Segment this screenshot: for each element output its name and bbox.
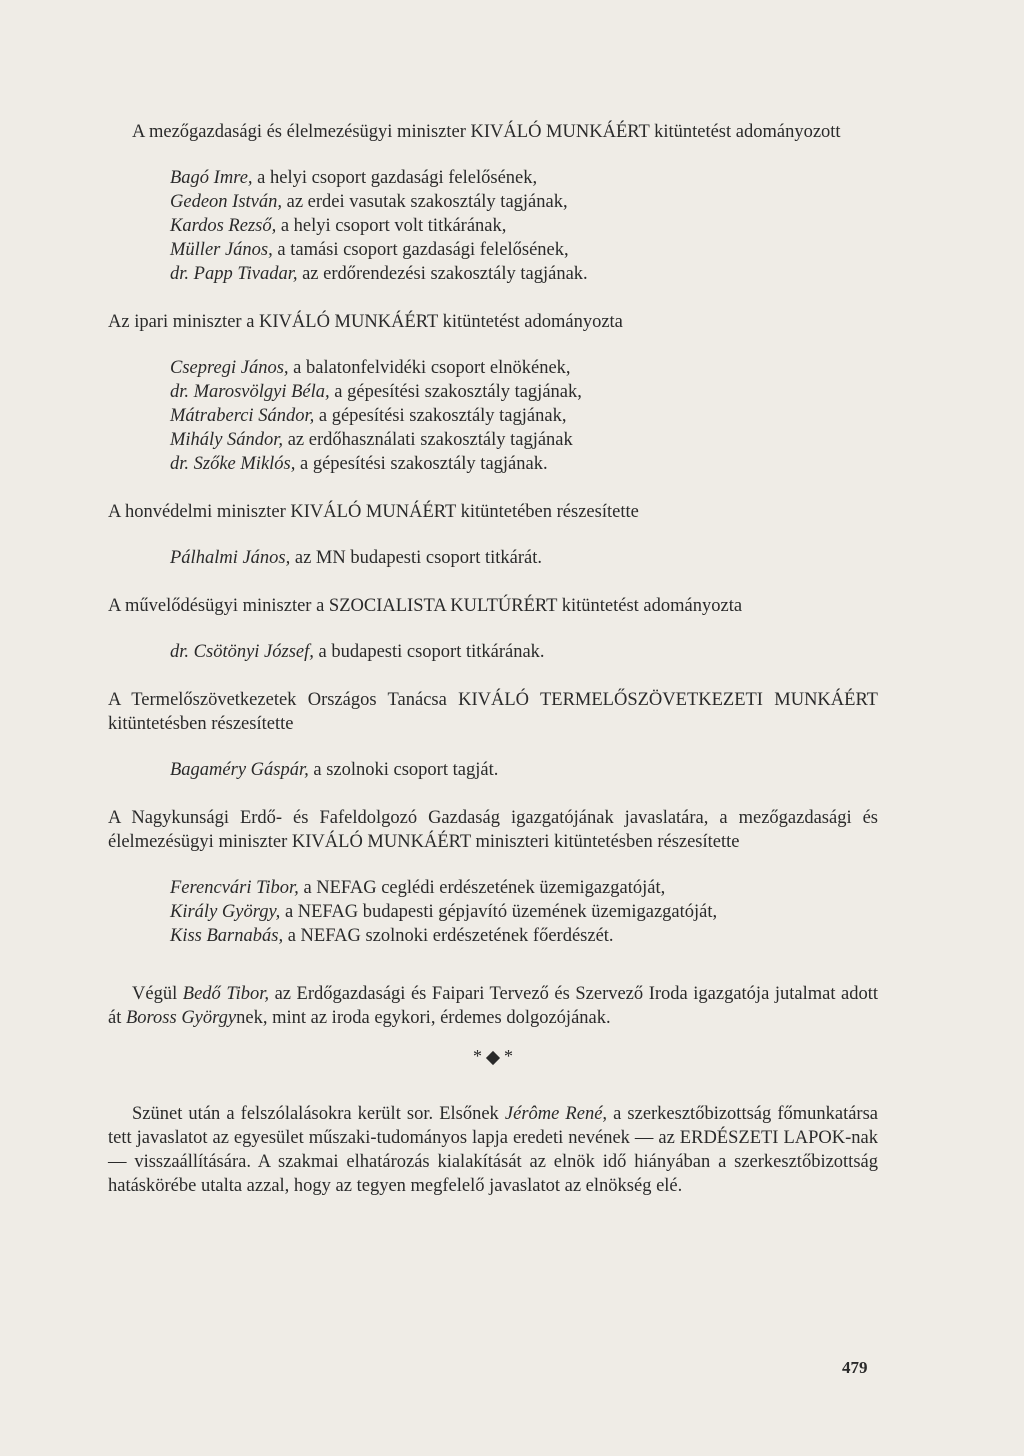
list-culture-awardees [170,640,878,664]
list-agriculture-awardees [170,166,878,286]
diamond-ornament-icon [486,1051,500,1065]
list-item: dr. Papp Tivadar, az erdőrendezési szakosztály tagjának. [170,264,588,284]
paragraph-nefag-award: A Nagykunsági Erdő- és Fafeldolgozó Gazdaság igazgatójának javaslatára, a mezőgazdasági és élelmezésügyi miniszter KIVÁLÓ MUNKÁÉRT miniszteri kitüntetésben részesítette [108,808,878,852]
list-item: Kiss Barnabás, a NEFAG szolnoki erdészetének főerdészét. [170,926,614,946]
list-item: Bagó Imre, a helyi csoport gazdasági felelősének, [170,168,538,188]
paragraph-defense-award: A honvédelmi miniszter KIVÁLÓ MUNÁÉRT kitüntetében részesítette [108,502,639,522]
paragraph-culture-award: A művelődésügyi miniszter a SZOCIALISTA KULTÚRÉRT kitüntetést adományozta [108,596,743,616]
paragraph-reward: Végül Bedő Tibor, az Erdőgazdasági és Faipari Tervező és Szervező Iroda igazgatója jutalmat adott át Boross Györgynek, mint az iroda egykori, érdemes dolgozójának. [108,984,878,1028]
list-item: Pálhalmi János, az MN budapesti csoport titkárát. [170,548,542,568]
paragraph-cooperative-award: A Termelőszövetkezetek Országos Tanácsa KIVÁLÓ TERMELŐSZÖVETKEZETI MUNKÁÉRT kitüntetésben részesítette [108,690,878,734]
list-item: Gedeon István, az erdei vasutak szakosztály tagjának, [170,192,568,212]
list-industry-awardees [170,356,878,476]
paragraph-agriculture-award: A mezőgazdasági és élelmezésügyi miniszter KIVÁLÓ MUNKÁÉRT kitüntetést adományozott [132,122,841,142]
list-item: Ferencvári Tibor, a NEFAG ceglédi erdészetének üzemigazgatóját, [170,878,666,898]
list-item: dr. Marosvölgyi Béla, a gépesítési szakosztály tagjának, [170,382,582,402]
list-item: dr. Csötönyi József, a budapesti csoport titkárának. [170,642,545,662]
page-content [108,120,878,1198]
list-item: Bagaméry Gáspár, a szolnoki csoport tagját. [170,760,499,780]
paragraph-speeches: Szünet után a felszólalásokra került sor. Elsőnek Jérôme René, a szerkesztőbizottság főmunkatársa tett javaslatot az egyesület műszaki-tudományos lapja eredeti nevének — az ERDÉSZETI LAPOK-nak — visszaállítására. A szakmai elhatározás kialakítását az elnök idő hiányában a szerkesztőbizottság hatáskörébe utalta azzal, hogy az tegyen megfelelő javaslatot az elnökség elé. [108,1104,879,1196]
section-divider: * * [473,1046,513,1066]
list-item: Müller János, a tamási csoport gazdasági felelősének, [170,240,569,260]
list-item: Király György, a NEFAG budapesti gépjavító üzemének üzemigazgatóját, [170,902,718,922]
list-item: Mátraberci Sándor, a gépesítési szakosztály tagjának, [170,406,567,426]
list-item: Csepregi János, a balatonfelvidéki csoport elnökének, [170,358,571,378]
list-item: dr. Szőke Miklós, a gépesítési szakosztály tagjának. [170,454,548,474]
list-nefag-awardees [170,876,878,948]
list-cooperative-awardees [170,758,878,782]
page-number: 479 [842,1358,868,1377]
list-item: Kardos Rezső, a helyi csoport volt titkárának, [170,216,507,236]
paragraph-industry-award: Az ipari miniszter a KIVÁLÓ MUNKÁÉRT kitüntetést adományozta [108,312,623,332]
list-item: Mihály Sándor, az erdőhasználati szakosztály tagjának [170,430,573,450]
list-defense-awardees [170,546,878,570]
